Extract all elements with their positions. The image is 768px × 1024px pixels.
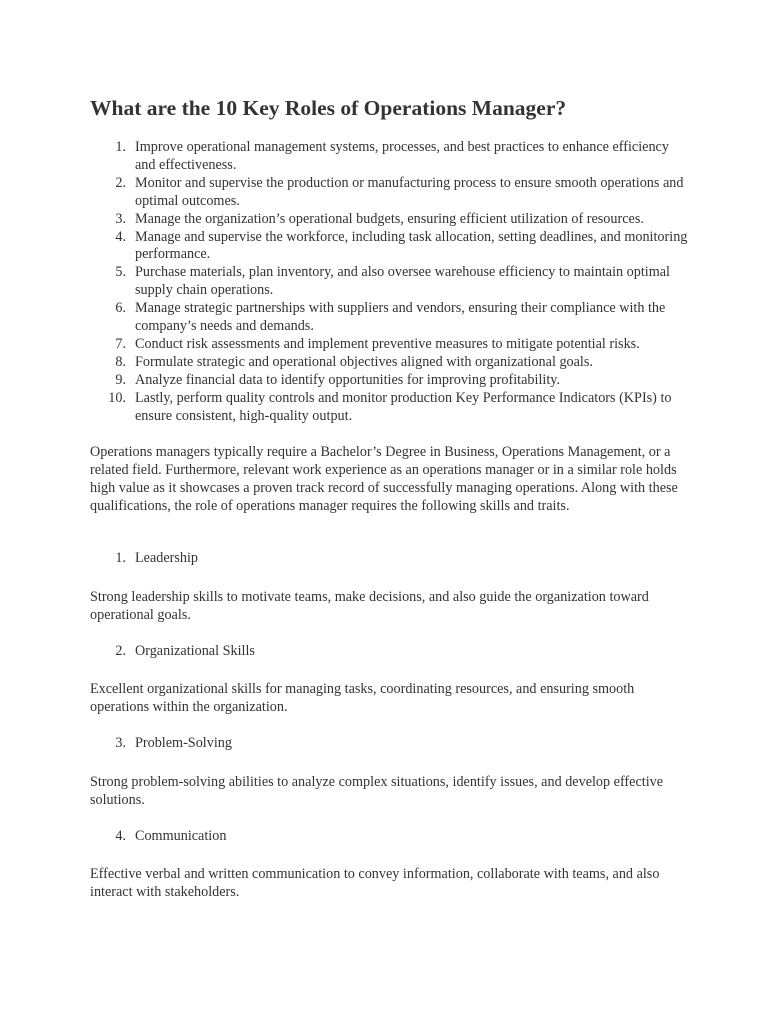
list-item <box>90 372 690 390</box>
list-item-number: 1. <box>115 139 126 155</box>
list-item-number: 5. <box>115 264 126 281</box>
intro-paragraph: Operations managers typically require a Bachelor’s Degree in Business, Operations Management, or a related field. Furthermore, relevant work experience as an operations manager or in a similar role holds high value as it showcases a proven track record of successfully managing operations. Along with these qualifications, the role of operations manager requires the following skills and traits. <box>90 444 678 514</box>
skill-description-problem-solving: Strong problem-solving abilities to analyze complex situations, identify issues, and develop effective solutions. <box>90 774 664 808</box>
list-item-text: Purchase materials, plan inventory, and also oversee warehouse efficiency to maintain optimal supply chain operations. <box>135 264 671 299</box>
list-item <box>90 336 690 354</box>
list-item <box>90 354 690 372</box>
skill-heading-leadership <box>90 550 198 568</box>
list-item-number: 7. <box>115 335 126 352</box>
list-item-text: Formulate strategic and operational objectives aligned with organizational goals. <box>135 353 593 370</box>
roles-list <box>90 139 690 426</box>
list-item-text: Improve operational management systems, processes, and best practices to enhance efficiency and effectiveness. <box>135 139 669 173</box>
list-item <box>90 211 690 229</box>
list-item-number: 3. <box>115 210 126 227</box>
list-item <box>90 300 690 336</box>
skill-number: 3. <box>115 735 126 751</box>
skill-heading-problem-solving <box>90 735 232 753</box>
list-item <box>90 229 690 265</box>
skill-number: 4. <box>115 828 126 844</box>
list-item-number: 4. <box>115 228 126 245</box>
list-item-number: 9. <box>115 371 126 388</box>
list-item <box>90 175 690 211</box>
list-item-number: 10. <box>108 389 126 406</box>
list-item-number: 6. <box>115 300 126 317</box>
skill-description-organizational-skills: Excellent organizational skills for managing tasks, coordinating resources, and ensuring smooth operations within the organization. <box>90 681 635 715</box>
list-item-text: Conduct risk assessments and implement preventive measures to mitigate potential risks. <box>135 335 640 352</box>
list-item <box>90 264 690 300</box>
list-item-text: Manage and supervise the workforce, including task allocation, setting deadlines, and monitoring performance. <box>135 228 688 263</box>
list-item-text: Manage the organization’s operational budgets, ensuring efficient utilization of resources. <box>135 210 644 227</box>
list-item <box>90 139 690 175</box>
skill-description-leadership: Strong leadership skills to motivate teams, make decisions, and also guide the organization toward operational goals. <box>90 589 649 623</box>
list-item-number: 2. <box>115 174 126 191</box>
skill-heading-communication <box>90 828 226 846</box>
list-item-text: Monitor and supervise the production or manufacturing process to ensure smooth operations and optimal outcomes. <box>135 174 684 209</box>
list-item-number: 8. <box>115 353 126 370</box>
list-item-text: Analyze financial data to identify opportunities for improving profitability. <box>135 371 560 388</box>
skill-name: Leadership <box>135 550 199 566</box>
list-item-text: Manage strategic partnerships with suppliers and vendors, ensuring their compliance with the company’s needs and demands. <box>135 300 666 335</box>
list-item <box>90 390 690 426</box>
skill-description-communication: Effective verbal and written communication to convey information, collaborate with teams, and also interact with stakeholders. <box>90 866 660 900</box>
skill-name: Problem-Solving <box>135 735 232 751</box>
skill-heading-organizational-skills <box>90 643 255 661</box>
skill-name: Organizational Skills <box>135 643 255 659</box>
list-item-text: Lastly, perform quality controls and monitor production Key Performance Indicators (KPIs) to ensure consistent, high-quality output. <box>135 389 672 424</box>
skill-number: 2. <box>115 643 126 659</box>
page-title: What are the 10 Key Roles of Operations Manager? <box>90 96 567 120</box>
skill-name: Communication <box>135 828 227 844</box>
skill-number: 1. <box>115 550 126 566</box>
